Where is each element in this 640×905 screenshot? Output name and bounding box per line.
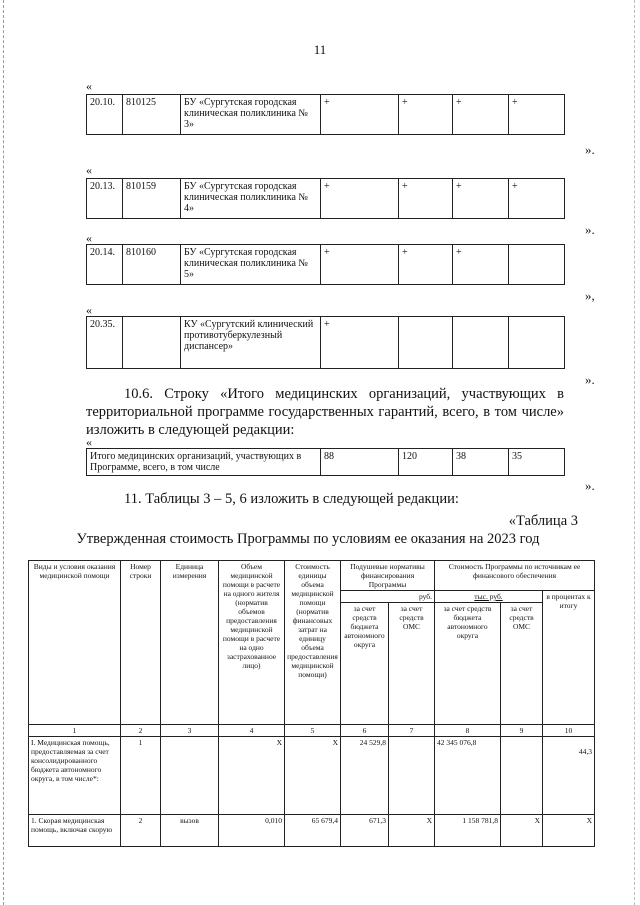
row-code [123, 317, 181, 369]
col-number: 10 [543, 725, 595, 737]
row-mark: + [509, 95, 565, 135]
header-volume: Объем медицинской помощи в расчете на одного жителя (норматив объемов предоставления медицинской помощи в расчете на одно застрахованное лицо) [219, 561, 285, 725]
header-percent: в процентах к итогу [543, 591, 595, 725]
row-code: 810160 [123, 245, 181, 285]
header-budget: за счет средств бюджета автономного округа [341, 603, 389, 725]
row-name: БУ «Сургутская городская клиническая поликлиника № 5» [181, 245, 321, 285]
row-mark: + [321, 317, 399, 369]
col-number: 4 [219, 725, 285, 737]
quote-open: « [86, 163, 92, 177]
row-mark [509, 317, 565, 369]
row-code: 810159 [123, 179, 181, 219]
row-num: 20.13. [87, 179, 123, 219]
quote-open: « [86, 79, 92, 93]
row-mark: + [321, 245, 399, 285]
quote-close: ». [585, 142, 595, 157]
row-volume: X [219, 737, 285, 815]
row-name: БУ «Сургутская городская клиническая поликлиника № 3» [181, 95, 321, 135]
col-number: 2 [121, 725, 161, 737]
quote-open: « [86, 231, 92, 245]
table-row [29, 737, 595, 815]
col-number: 5 [285, 725, 341, 737]
row-mark [509, 245, 565, 285]
header-rownum: Номер строки [121, 561, 161, 725]
scan-right-edge [634, 0, 635, 905]
row-volume: 0,010 [219, 815, 285, 847]
row-percent: 44,3 [543, 737, 595, 815]
row-unit: вызов [161, 815, 219, 847]
row-num: 20.10. [87, 95, 123, 135]
row-num: 20.14. [87, 245, 123, 285]
total-value: 38 [453, 449, 509, 476]
row-mark: + [453, 179, 509, 219]
paragraph-11: 11. Таблицы 3 – 5, 6 изложить в следующей редакции: [124, 491, 459, 507]
row-mark: + [453, 95, 509, 135]
row-table-20-35 [86, 316, 565, 369]
row-pg-oms [501, 737, 543, 815]
header-budget2: за счет средств бюджета автономного округа [435, 603, 501, 725]
row-cost: X [285, 737, 341, 815]
col-number: 3 [161, 725, 219, 737]
row-table-20-10 [86, 94, 565, 135]
total-value: 120 [399, 449, 453, 476]
row-name: I. Медицинская помощь, предоставляемая за счет консолидированного бюджета автономного округа, в том числе*: [29, 737, 121, 815]
col-number: 1 [29, 725, 121, 737]
row-pc-oms [389, 737, 435, 815]
row-cost: 65 679,4 [285, 815, 341, 847]
header-rub: руб. [341, 591, 435, 603]
row-mark: + [321, 179, 399, 219]
total-row-name: Итого медицинских организаций, участвующих в Программе, всего, в том числе [87, 449, 321, 476]
row-mark: + [509, 179, 565, 219]
row-pc-budget: 24 529,8 [341, 737, 389, 815]
quote-open: « [86, 303, 92, 317]
page-number: 11 [313, 42, 327, 57]
quote-close: ». [585, 222, 595, 237]
row-mark: + [399, 245, 453, 285]
header-thrub: тыс. руб. [435, 591, 543, 603]
total-value: 88 [321, 449, 399, 476]
total-row-table [86, 448, 565, 476]
row-unit [161, 737, 219, 815]
header-oms2: за счет средств ОМС [501, 603, 543, 725]
row-percent: X [543, 815, 595, 847]
table-row [29, 815, 595, 847]
row-mark: + [453, 245, 509, 285]
header-cost: Стоимость единицы объема медицинской помощи (норматив финансовых затрат на единицу объема предоставления медицинской помощи) [285, 561, 341, 725]
row-mark: + [399, 95, 453, 135]
row-table-20-13 [86, 178, 565, 219]
row-pc-oms: X [389, 815, 435, 847]
table3 [28, 560, 595, 847]
row-num: 2 [121, 815, 161, 847]
quote-close: ». [585, 478, 595, 493]
col-number: 9 [501, 725, 543, 737]
col-number: 8 [435, 725, 501, 737]
row-num: 20.35. [87, 317, 123, 369]
paragraph-10-6: 10.6. Строку «Итого медицинских организаций, участвующих в территориальной программе государственных гарантий, всего, в том числе» изложить в следующей редакции: [86, 386, 564, 438]
col-number: 6 [341, 725, 389, 737]
row-mark [399, 317, 453, 369]
header-percapita: Подушевые нормативы финансирования Программы [341, 561, 435, 591]
row-code: 810125 [123, 95, 181, 135]
row-name: КУ «Сургутский клинический противотуберкулезный диспансер» [181, 317, 321, 369]
quote-open: « [86, 435, 92, 449]
col-number: 7 [389, 725, 435, 737]
row-name: БУ «Сургутская городская клиническая поликлиника № 4» [181, 179, 321, 219]
row-pg-budget: 42 345 076,8 [435, 737, 501, 815]
row-pc-budget: 671,3 [341, 815, 389, 847]
row-mark [453, 317, 509, 369]
header-oms: за счет средств ОМС [389, 603, 435, 725]
total-value: 35 [509, 449, 565, 476]
table3-title: Утвержденная стоимость Программы по условиям ее оказания на 2023 год [76, 531, 540, 547]
quote-close: », [585, 288, 595, 303]
row-mark: + [399, 179, 453, 219]
row-name: 1. Скорая медицинская помощь, включая скорую [29, 815, 121, 847]
row-num: 1 [121, 737, 161, 815]
quote-close: ». [585, 372, 595, 387]
header-types: Виды и условия оказания медицинской помощи [29, 561, 121, 725]
row-pg-oms: X [501, 815, 543, 847]
table3-label: «Таблица 3 [508, 513, 578, 529]
scan-left-edge [3, 0, 4, 905]
row-pg-budget: 1 158 781,8 [435, 815, 501, 847]
row-mark: + [321, 95, 399, 135]
header-unit: Единица измерения [161, 561, 219, 725]
row-table-20-14 [86, 244, 565, 285]
header-programcost: Стоимость Программы по источникам ее финансового обеспечения [435, 561, 595, 591]
